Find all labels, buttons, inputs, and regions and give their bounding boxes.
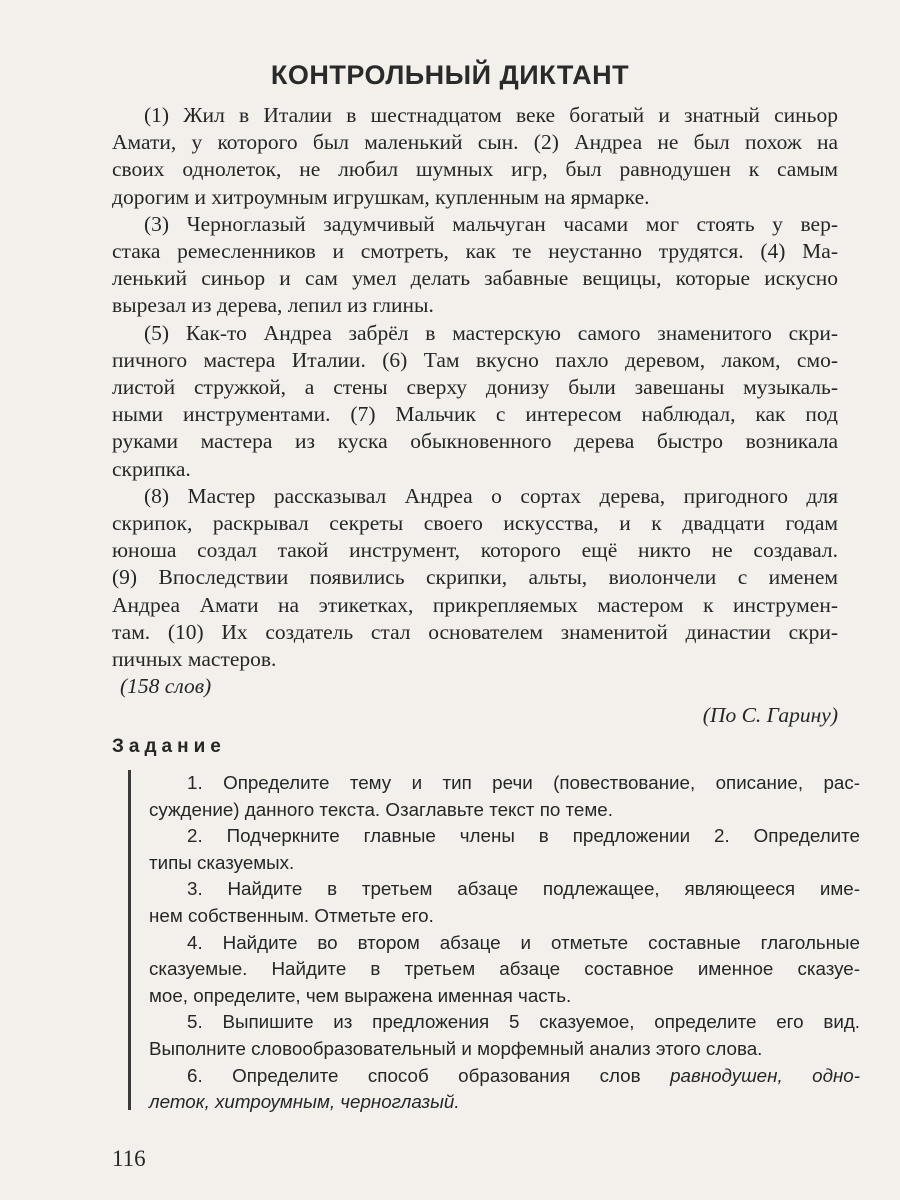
text-line: (5) Как-то Андреа забрёл в мастерскую самого знаменитого скри-	[144, 320, 838, 345]
text-line: пичного мастера Италии. (6) Там вкусно пахло деревом, лаком, смо-	[112, 347, 838, 372]
text-line: пичных мастеров.	[112, 647, 277, 672]
text-line: руками мастера из куска обыкновенного дерева быстро возникала	[112, 429, 838, 454]
text-line: ленький синьор и сам умел делать забавные вещицы, которые искусно	[112, 266, 838, 291]
text-line: (1) Жил в Италии в шестнадцатом веке богатый и знатный синьор	[144, 103, 838, 127]
task-line	[149, 797, 860, 824]
task-line	[149, 770, 860, 797]
task-line	[149, 983, 860, 1010]
task-line	[149, 823, 860, 850]
text-line: Амати, у которого был маленький сын. (2) Андреа не был похож на	[112, 130, 838, 155]
task-heading: Задание	[112, 736, 226, 757]
task-text: типы сказуемых.	[149, 851, 295, 873]
task-item	[149, 876, 860, 929]
task-line	[149, 1063, 860, 1090]
task-text: леток, хитроумным, черноглазый.	[149, 1091, 460, 1113]
dictation-text	[112, 102, 838, 730]
paragraph	[112, 320, 838, 483]
task-text: равнодушен, одно-	[670, 1064, 861, 1086]
task-line	[149, 956, 860, 983]
task-line	[149, 850, 860, 877]
text-line: ными инструментами. (7) Мальчик с интересом наблюдал, как под	[112, 402, 838, 427]
task-text: сказуемые. Найдите в третьем абзаце составное именное сказуе-	[149, 958, 860, 980]
task-text: суждение) данного текста. Озаглавьте текст по теме.	[149, 798, 613, 820]
task-text: 5. Выпишите из предложения 5 сказуемое, определите его вид.	[187, 1011, 860, 1033]
text-line: Андреа Амати на этикетках, прикрепляемых мастером к инструмен-	[112, 592, 838, 617]
task-text: 3. Найдите в третьем абзаце подлежащее, являющееся име-	[187, 878, 860, 900]
text-line: там. (10) Их создатель стал основателем знаменитой династии скри-	[112, 619, 838, 644]
word-count: (158 слов)	[120, 674, 212, 699]
author-credit: (По С. Гарину)	[702, 703, 838, 728]
task-item	[149, 930, 860, 1010]
task-item	[149, 1063, 860, 1116]
text-line: стака ремесленников и смотреть, как те неустанно трудятся. (4) Ма-	[112, 239, 838, 264]
task-text: 4. Найдите во втором абзаце и отметьте составные глагольные	[187, 931, 860, 953]
text-line: вырезал из дерева, лепил из глины.	[112, 293, 434, 318]
page-number: 116	[112, 1146, 146, 1171]
text-line: юноша создал такой инструмент, которого ещё никто не создавал.	[112, 538, 838, 563]
text-line: (3) Черноглазый задумчивый мальчуган часами мог стоять у вер-	[144, 211, 838, 236]
page-title: КОНТРОЛЬНЫЙ ДИКТАНТ	[270, 60, 630, 90]
task-item	[149, 823, 860, 876]
task-line	[149, 1036, 860, 1063]
task-item	[149, 770, 860, 823]
paragraph	[112, 102, 838, 211]
text-line: скрипка.	[112, 456, 191, 481]
task-item	[149, 1009, 860, 1062]
paragraph	[112, 211, 838, 320]
task-text: 1. Определите тему и тип речи (повествование, описание, рас-	[187, 772, 860, 793]
task-text: 6. Определите способ образования слов	[187, 1064, 671, 1086]
task-text: 2. Подчеркните главные члены в предложении 2. Определите	[187, 825, 860, 847]
task-text: Выполните словообразовательный и морфемный анализ этого слова.	[149, 1037, 763, 1059]
task-text: нем собственным. Отметьте его.	[149, 904, 434, 926]
task-line	[149, 876, 860, 903]
text-line: своих однолеток, не любил шумных игр, был равнодушен к самым	[112, 157, 838, 182]
task-line	[149, 903, 860, 930]
text-line: листой стружкой, а стены сверху донизу были завешаны музыкаль-	[112, 375, 838, 400]
task-line	[149, 930, 860, 957]
text-line: (8) Мастер рассказывал Андреа о сортах дерева, пригодного для	[144, 483, 838, 508]
paragraph	[112, 483, 838, 673]
text-line: (9) Впоследствии появились скрипки, альты, виолончели с именем	[112, 565, 838, 590]
task-line	[149, 1009, 860, 1036]
task-list	[128, 770, 861, 1113]
text-line: скрипок, раскрывал секреты своего искусства, и к двадцати годам	[112, 511, 838, 536]
task-line	[149, 1089, 860, 1116]
task-text: мое, определите, чем выражена именная часть.	[149, 984, 572, 1006]
text-line: дорогим и хитроумным игрушкам, купленным на ярмарке.	[112, 184, 650, 209]
